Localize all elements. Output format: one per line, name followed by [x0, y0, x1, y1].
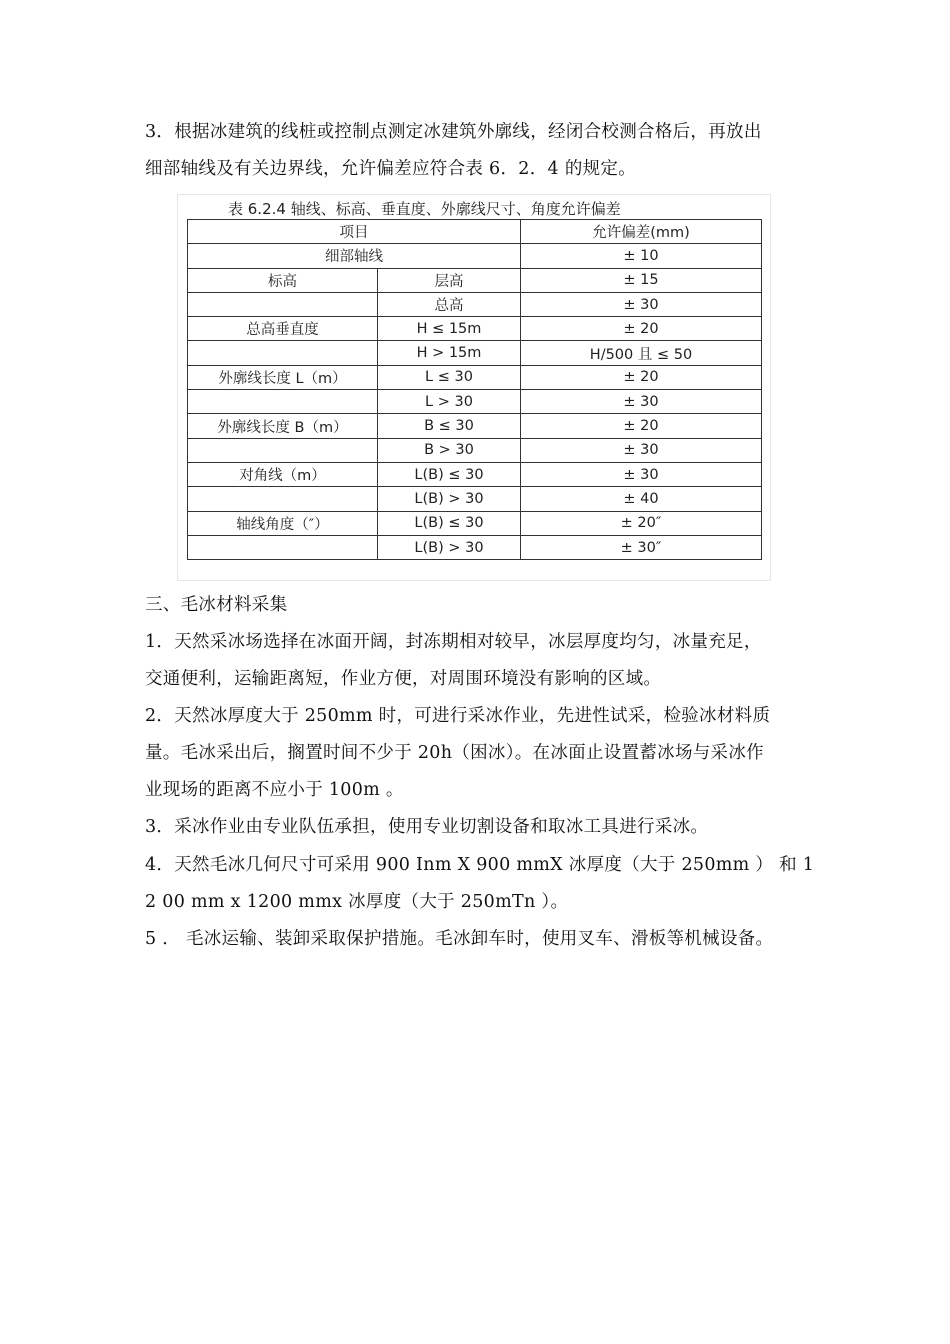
- row-tolerance: ± 30: [521, 292, 762, 316]
- section-heading: 三、毛冰材料采集: [145, 595, 288, 615]
- paragraph-line: 3．根据冰建筑的线桩或控制点测定冰建筑外廓线，经闭合校测合格后，再放出: [145, 122, 762, 142]
- header-tolerance: 允许偏差(mm): [521, 220, 762, 244]
- paragraph-line: 4．天然毛冰几何尺寸可采用 900 Inm X 900 mmX 冰厚度（大于 250mm ） 和 1: [145, 855, 815, 875]
- paragraph-line: 2．天然冰厚度大于 250mm 时，可进行采冰作业，先进性试采，检验冰材料质: [145, 706, 771, 726]
- tolerance-table-image: [178, 195, 770, 580]
- row-tolerance: ± 40: [521, 487, 762, 511]
- row-item: [188, 390, 378, 414]
- table-row: [188, 414, 762, 438]
- table-row: [188, 365, 762, 389]
- row-condition: H ≤ 15m: [378, 317, 521, 341]
- row-condition: B ≤ 30: [378, 414, 521, 438]
- paragraph-line: 交通便利，运输距离短，作业方便，对周围环境没有影响的区域。: [145, 669, 662, 689]
- row-item: 总高垂直度: [188, 317, 378, 341]
- row-tolerance: ± 30: [521, 438, 762, 462]
- row-condition: 层高: [378, 268, 521, 292]
- row-item: [188, 341, 378, 365]
- row-item: 对角线（m）: [188, 462, 378, 486]
- table-row: [188, 438, 762, 462]
- paragraph-line: 业现场的距离不应小于 100m 。: [145, 780, 404, 800]
- row-item: [188, 535, 378, 559]
- paragraph-line: 2 00 mm x 1200 mmx 冰厚度（大于 250mTn ）。: [145, 892, 569, 912]
- row-condition: L(B) ≤ 30: [378, 462, 521, 486]
- table-row: [188, 487, 762, 511]
- row-tolerance: ± 10: [521, 244, 762, 268]
- table-row: [188, 511, 762, 535]
- row-item: 外廓线长度 L（m）: [188, 365, 378, 389]
- row-condition: 总高: [378, 292, 521, 316]
- row-tolerance: ± 30″: [521, 535, 762, 559]
- row-tolerance: ± 20: [521, 365, 762, 389]
- row-item: 轴线角度（″）: [188, 511, 378, 535]
- table-row: [188, 317, 762, 341]
- row-tolerance: ± 20″: [521, 511, 762, 535]
- paragraph-line: 量。毛冰采出后，搁置时间不少于 20h（困冰）。在冰面止设置蓄冰场与采冰作: [145, 743, 764, 763]
- table-row: [188, 268, 762, 292]
- row-tolerance: ± 20: [521, 414, 762, 438]
- paragraph-line: 细部轴线及有关边界线，允许偏差应符合表 6．2．4 的规定。: [145, 159, 637, 179]
- row-tolerance: ± 15: [521, 268, 762, 292]
- header-item: 项目: [188, 220, 521, 244]
- row-condition: H > 15m: [378, 341, 521, 365]
- table-row: [188, 535, 762, 559]
- table-row: [188, 341, 762, 365]
- table-header-row: [188, 220, 762, 244]
- row-tolerance: ± 20: [521, 317, 762, 341]
- table-row: [188, 244, 762, 268]
- row-condition: L(B) > 30: [378, 487, 521, 511]
- table-row: [188, 462, 762, 486]
- row-condition: B > 30: [378, 438, 521, 462]
- row-tolerance: ± 30: [521, 462, 762, 486]
- row-item: 外廓线长度 B（m）: [188, 414, 378, 438]
- row-tolerance: H/500 且 ≤ 50: [521, 341, 762, 365]
- paragraph-line: 1．天然采冰场选择在冰面开阔，封冻期相对较早，冰层厚度均匀，冰量充足，: [145, 632, 762, 652]
- row-tolerance: ± 30: [521, 390, 762, 414]
- row-item: [188, 487, 378, 511]
- row-item: [188, 292, 378, 316]
- table-row: [188, 390, 762, 414]
- tolerance-table: [187, 219, 762, 560]
- paragraph-line: 5 ． 毛冰运输、装卸采取保护措施。毛冰卸车时，使用叉车、滑板等机械设备。: [145, 929, 774, 949]
- row-condition: L > 30: [378, 390, 521, 414]
- row-condition: L(B) ≤ 30: [378, 511, 521, 535]
- paragraph-line: 3．采冰作业由专业队伍承担，使用专业切割设备和取冰工具进行采冰。: [145, 817, 709, 837]
- row-item: 细部轴线: [188, 244, 521, 268]
- row-condition: L ≤ 30: [378, 365, 521, 389]
- row-item: [188, 438, 378, 462]
- table-row: [188, 292, 762, 316]
- table-caption: 表 6.2.4 轴线、标高、垂直度、外廓线尺寸、角度允许偏差: [228, 200, 621, 218]
- row-item: 标高: [188, 268, 378, 292]
- row-condition: L(B) > 30: [378, 535, 521, 559]
